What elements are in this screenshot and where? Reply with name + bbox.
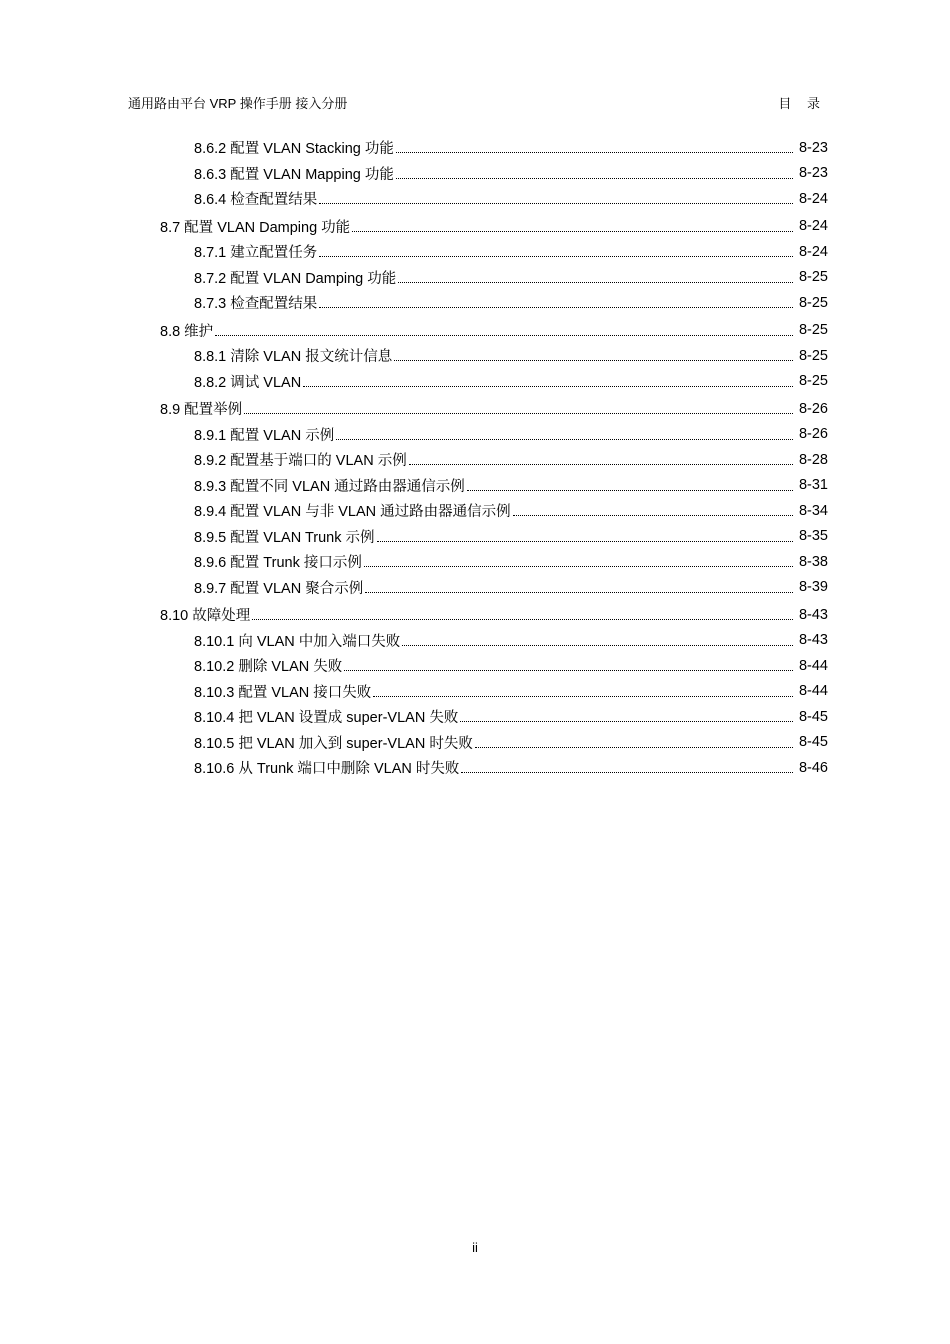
toc-entry-title: 8.9.2 配置基于端口的 VLAN 示例: [194, 453, 407, 470]
toc-dot-leader: [336, 439, 793, 440]
toc-dot-leader: [467, 490, 793, 491]
toc-entry-title: 8.9.6 配置 Trunk 接口示例: [194, 555, 362, 572]
toc-dot-leader: [394, 360, 793, 361]
toc-dot-leader: [475, 747, 793, 748]
toc-entry-page: 8-24: [798, 218, 828, 235]
toc-subsection-entry[interactable]: [0, 239, 950, 265]
toc-entry-page: 8-23: [798, 139, 828, 156]
toc-subsection-entry[interactable]: [0, 447, 950, 473]
toc-dot-leader: [396, 178, 793, 179]
toc-subsection-entry[interactable]: [0, 422, 950, 448]
toc-entry-page: 8-25: [798, 373, 828, 390]
toc-entry-title: 8.9.7 配置 VLAN 聚合示例: [194, 580, 364, 597]
toc-entry-page: 8-34: [798, 502, 828, 519]
toc-dot-leader: [373, 696, 793, 697]
toc-entry-title: 8.6.4 检查配置结果: [194, 192, 318, 209]
toc-entry-title: 8.8 维护: [160, 323, 214, 340]
toc-dot-leader: [460, 721, 793, 722]
toc-entry-page: 8-24: [798, 190, 828, 207]
toc-entry-title: 8.10 故障处理: [160, 608, 251, 625]
toc-entry-title: 8.10.3 配置 VLAN 接口失败: [194, 684, 372, 701]
toc-dot-leader: [344, 670, 793, 671]
toc-entry-title: 8.10.2 删除 VLAN 失败: [194, 659, 343, 676]
toc-entry-page: 8-39: [798, 579, 828, 596]
running-header-section: 目 录: [778, 96, 826, 111]
toc-entry-page: 8-24: [798, 243, 828, 260]
toc-subsection-entry[interactable]: [0, 704, 950, 730]
toc-subsection-entry[interactable]: [0, 653, 950, 679]
toc-dot-leader: [319, 307, 793, 308]
toc-dot-leader: [402, 645, 793, 646]
toc-subsection-entry[interactable]: [0, 679, 950, 705]
toc-dot-leader: [215, 335, 793, 336]
toc-entry-page: 8-35: [798, 528, 828, 545]
toc-entry-title: 8.10.1 向 VLAN 中加入端口失败: [194, 633, 401, 650]
toc-dot-leader: [398, 282, 793, 283]
toc-dot-leader: [244, 413, 793, 414]
toc-dot-leader: [319, 203, 793, 204]
toc-entry-title: 8.9.4 配置 VLAN 与非 VLAN 通过路由器通信示例: [194, 504, 511, 521]
toc-subsection-entry[interactable]: [0, 186, 950, 212]
toc-entry-title: 8.7.1 建立配置任务: [194, 245, 318, 262]
running-header-title: 通用路由平台 VRP 操作手册 接入分册: [128, 96, 348, 111]
toc-dot-leader: [377, 541, 793, 542]
toc-subsection-entry[interactable]: [0, 135, 950, 161]
toc-dot-leader: [252, 619, 793, 620]
toc-entry-title: 8.9.1 配置 VLAN 示例: [194, 427, 335, 444]
toc-subsection-entry[interactable]: [0, 755, 950, 781]
toc-subsection-entry[interactable]: [0, 628, 950, 654]
toc-subsection-entry[interactable]: [0, 524, 950, 550]
toc-dot-leader: [513, 515, 793, 516]
toc-entry-title: 8.10.4 把 VLAN 设置成 super-VLAN 失败: [194, 710, 459, 727]
toc-entry-page: 8-25: [798, 347, 828, 364]
toc-dot-leader: [319, 256, 793, 257]
toc-entry-page: 8-31: [798, 477, 828, 494]
toc-subsection-entry[interactable]: [0, 290, 950, 316]
toc-entry-page: 8-25: [798, 322, 828, 339]
toc-entry-title: 8.6.3 配置 VLAN Mapping 功能: [194, 166, 394, 183]
page-number: ii: [472, 1240, 478, 1255]
toc-dot-leader: [364, 566, 793, 567]
toc-entry-page: 8-45: [798, 708, 828, 725]
toc-section-entry[interactable]: [0, 602, 950, 628]
toc-entry-title: 8.8.1 清除 VLAN 报文统计信息: [194, 349, 393, 366]
toc-section-entry[interactable]: [0, 318, 950, 344]
toc-section-entry[interactable]: [0, 396, 950, 422]
toc-dot-leader: [409, 464, 793, 465]
toc-subsection-entry[interactable]: [0, 498, 950, 524]
toc-subsection-entry[interactable]: [0, 343, 950, 369]
toc-entry-page: 8-43: [798, 632, 828, 649]
toc-dot-leader: [352, 231, 793, 232]
toc-dot-leader: [303, 386, 793, 387]
toc-entry-title: 8.9.3 配置不同 VLAN 通过路由器通信示例: [194, 478, 465, 495]
toc-entry-title: 8.6.2 配置 VLAN Stacking 功能: [194, 141, 394, 158]
toc-entry-title: 8.8.2 调试 VLAN: [194, 374, 302, 391]
toc-entry-page: 8-25: [798, 269, 828, 286]
toc-subsection-entry[interactable]: [0, 473, 950, 499]
toc-entry-title: 8.9 配置举例: [160, 402, 243, 419]
toc-entry-title: 8.9.5 配置 VLAN Trunk 示例: [194, 529, 375, 546]
table-of-contents: [0, 135, 950, 781]
toc-subsection-entry[interactable]: [0, 369, 950, 395]
toc-entry-page: 8-26: [798, 426, 828, 443]
toc-subsection-entry[interactable]: [0, 265, 950, 291]
toc-entry-title: 8.7.3 检查配置结果: [194, 296, 318, 313]
toc-entry-page: 8-38: [798, 553, 828, 570]
toc-entry-page: 8-46: [798, 759, 828, 776]
toc-entry-page: 8-25: [798, 294, 828, 311]
toc-entry-page: 8-44: [798, 657, 828, 674]
toc-dot-leader: [365, 592, 793, 593]
toc-subsection-entry[interactable]: [0, 161, 950, 187]
toc-entry-page: 8-28: [798, 451, 828, 468]
toc-subsection-entry[interactable]: [0, 575, 950, 601]
toc-entry-title: 8.7 配置 VLAN Damping 功能: [160, 219, 351, 236]
toc-dot-leader: [396, 152, 793, 153]
toc-entry-page: 8-44: [798, 683, 828, 700]
toc-subsection-entry[interactable]: [0, 730, 950, 756]
toc-entry-title: 8.7.2 配置 VLAN Damping 功能: [194, 270, 397, 287]
toc-subsection-entry[interactable]: [0, 549, 950, 575]
toc-entry-title: 8.10.5 把 VLAN 加入到 super-VLAN 时失败: [194, 735, 473, 752]
toc-section-entry[interactable]: [0, 214, 950, 240]
toc-dot-leader: [461, 772, 793, 773]
toc-entry-page: 8-23: [798, 165, 828, 182]
toc-entry-title: 8.10.6 从 Trunk 端口中删除 VLAN 时失败: [194, 761, 460, 778]
toc-entry-page: 8-43: [798, 606, 828, 623]
toc-entry-page: 8-26: [798, 400, 828, 417]
toc-entry-page: 8-45: [798, 734, 828, 751]
